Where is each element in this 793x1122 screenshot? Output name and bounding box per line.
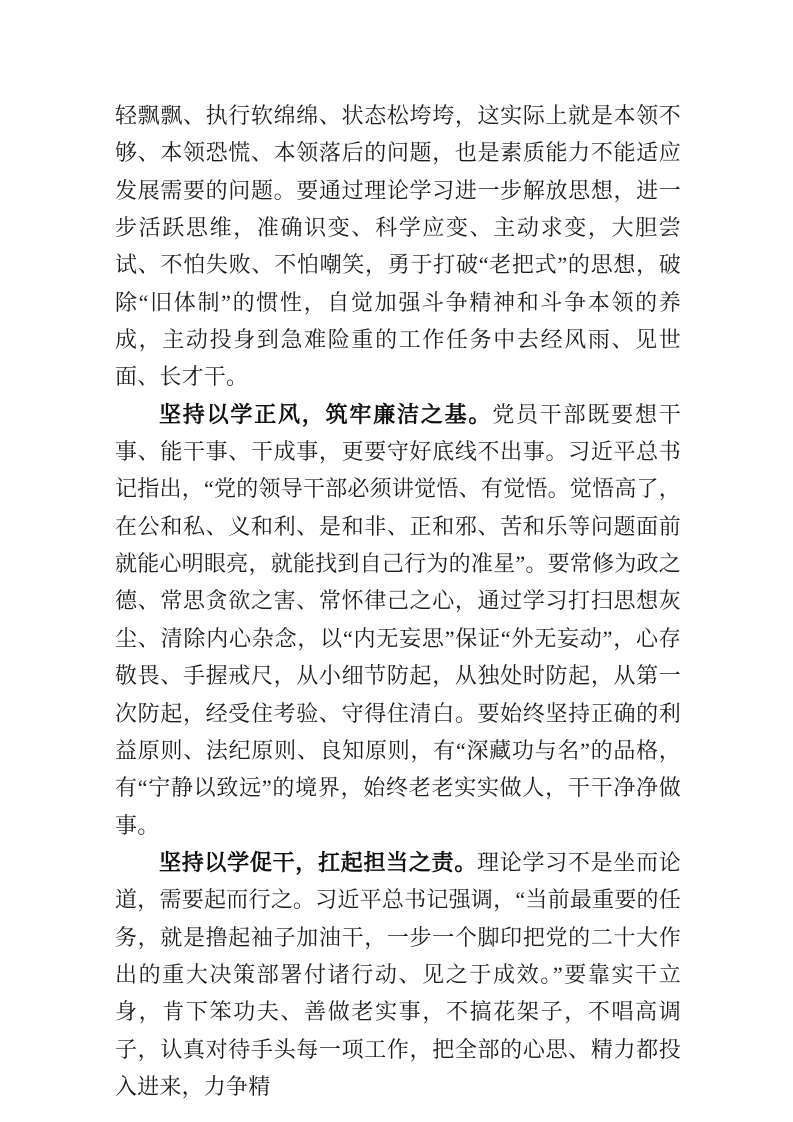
paragraph-lead: 坚持以学正风，筑牢廉洁之基。 — [159, 401, 493, 427]
paragraph-yixuecugan — [115, 844, 681, 1105]
paragraph-lead: 坚持以学促干，扛起担当之责。 — [159, 849, 478, 875]
paragraph-body: 党员干部既要想干事、能干事、干成事，更要守好底线不出事。习近平总书记指出，“党的领导干部必须讲觉悟、有觉悟。觉悟高了，在公和私、义和利、是和非、正和邪、苦和乐等问题面前就能心明眼亮，就能找到自己行为的准星”。要常修为政之德、常思贪欲之害、常怀律己之心，通过学习打扫思想灰尘、清除内心杂念，以“内无妄思”保证“外无妄动”，心存敬畏、手握戒尺，从小细节防起，从独处时防起，从第一次防起，经受住考验、守得住清白。要始终坚持正确的利益原则、法纪原则、良知原则，有“深藏功与名”的品格，有“宁静以致远”的境界，始终老老实实做人，干干净净做事。 — [115, 401, 681, 838]
paragraph-body: 轻飘飘、执行软绵绵、状态松垮垮，这实际上就是本领不够、本领恐慌、本领落后的问题，也是素质能力不能适应发展需要的问题。要通过理论学习进一步解放思想，进一步活跃思维，准确识变、科学应变、主动求变，大胆尝试、不怕失败、不怕嘲笑，勇于打破“老把式”的思想，破除“旧体制”的惯性，自觉加强斗争精神和斗争本领的养成，主动投身到急难险重的工作任务中去经风雨、见世面、长才干。 — [115, 103, 681, 390]
paragraph-continuation — [115, 97, 681, 396]
paragraph-body: 理论学习不是坐而论道，需要起而行之。习近平总书记强调，“当前最重要的任务，就是撸起袖子加油干，一步一个脚印把党的二十大作出的重大决策部署付诸行动、见之于成效。”要靠实干立身，肯下笨功夫、善做老实事，不搞花架子，不唱高调子，认真对待手头每一项工作，把全部的心思、精力都投入进来，力争精 — [115, 849, 681, 1099]
document-content — [115, 97, 681, 1105]
paragraph-yixuezhengfeng — [115, 396, 681, 844]
